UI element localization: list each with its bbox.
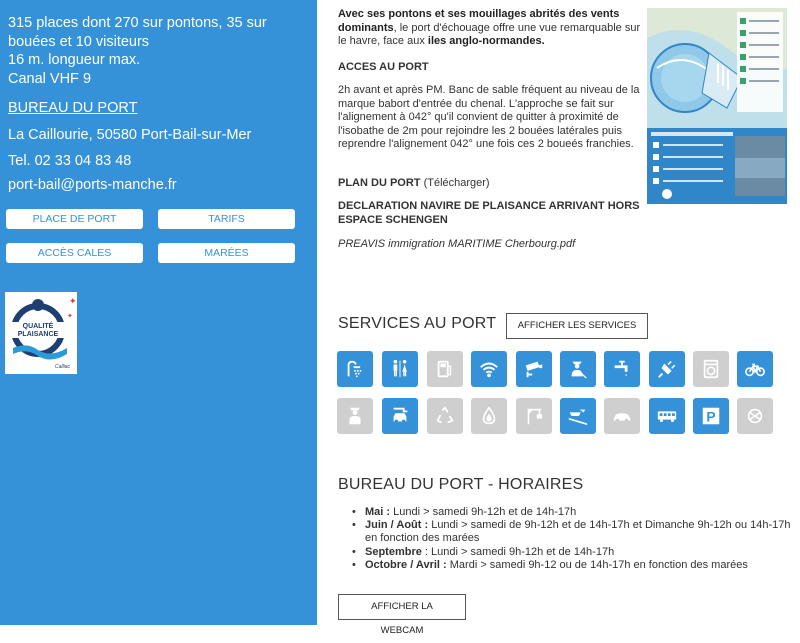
list-item: • Juin / Août : Lundi > samedi de 9h-12h et de 14h-17h et Dimanche 9h-12h ou 14h-17h en fonction des marées — [350, 519, 795, 545]
services-heading: SERVICES AU PORT — [338, 315, 497, 332]
show-webcam-button[interactable]: AFFICHER LA WEBCAM — [338, 594, 466, 620]
customs-icon[interactable] — [337, 398, 373, 434]
vhf-channel-info: Canal VHF 9 — [8, 71, 92, 87]
svg-text:✦: ✦ — [69, 296, 77, 306]
horaires-heading: BUREAU DU PORT - HORAIRES — [338, 476, 584, 493]
address: La Caillourie, 50580 Port-Bail-sur-Mer — [8, 127, 252, 143]
electricity-icon[interactable] — [649, 351, 685, 387]
email[interactable]: port-bail@ports-manche.fr — [8, 177, 177, 193]
max-length-info: 16 m. longueur max. — [8, 52, 141, 68]
list-item: • Septembre : Lundi > samedi 9h-12h et de 14h-17h — [350, 546, 795, 559]
tarifs-button[interactable]: TARIFS — [158, 209, 295, 229]
list-item: • Octobre / Avril : Mardi > samedi 9h-12 ou de 14h-17h en fonction des marées — [350, 559, 795, 572]
acces-au-port-heading: ACCES AU PORT — [338, 61, 429, 73]
bus-icon[interactable] — [649, 398, 685, 434]
main-content — [317, 0, 800, 636]
oil-drop-icon[interactable] — [471, 398, 507, 434]
crane-icon[interactable] — [516, 398, 552, 434]
shower-icon[interactable] — [337, 351, 373, 387]
hours-list — [350, 506, 795, 572]
svg-text:✦: ✦ — [67, 313, 73, 320]
cable-icon[interactable] — [737, 398, 773, 434]
show-services-button[interactable]: AFFICHER LES SERVICES — [506, 313, 648, 339]
place-de-port-button[interactable]: PLACE DE PORT — [6, 209, 143, 229]
bureau-du-port-link[interactable]: BUREAU DU PORT — [8, 100, 138, 116]
plan-download-link[interactable]: (Télécharger) — [423, 177, 490, 189]
harbor-master-icon[interactable] — [560, 351, 596, 387]
washing-machine-icon[interactable] — [693, 351, 729, 387]
wifi-icon[interactable] — [471, 351, 507, 387]
preavis-pdf-link[interactable]: PREAVIS immigration MARITIME Cherbourg.pdf — [338, 238, 576, 250]
port-map-thumbnail[interactable] — [647, 8, 787, 204]
acces-cales-button[interactable]: ACCÈS CALES — [6, 243, 143, 263]
camera-icon[interactable] — [516, 351, 552, 387]
fuel-icon[interactable] — [427, 351, 463, 387]
capacity-info: 315 places dont 270 sur pontons, 35 sur bouées et 10 visiteurs — [8, 15, 267, 50]
slipway-icon[interactable] — [560, 398, 596, 434]
water-tap-icon[interactable] — [604, 351, 640, 387]
svg-text:PLAISANCE: PLAISANCE — [17, 331, 59, 338]
intro-paragraph: Avec ses pontons et ses mouillages abrités des vents dominants, le port d'échouage offre une vue remarquable sur le havre, face aux iles anglo-normandes. — [338, 8, 641, 47]
qualite-plaisance-logo — [5, 292, 77, 374]
car-icon[interactable] — [604, 398, 640, 434]
bicycle-icon[interactable] — [737, 351, 773, 387]
phone[interactable]: Tel. 02 33 04 83 48 — [8, 153, 132, 169]
marees-button[interactable]: MARÉES — [158, 243, 295, 263]
recycling-icon[interactable] — [427, 398, 463, 434]
car-wash-icon[interactable] — [382, 398, 418, 434]
parking-icon[interactable] — [693, 398, 729, 434]
toilets-icon[interactable] — [382, 351, 418, 387]
sidebar — [0, 0, 317, 625]
svg-text:Calliac: Calliac — [55, 364, 71, 370]
svg-text:QUALITÉ: QUALITÉ — [22, 323, 54, 330]
list-item: • Mai : Lundi > samedi 9h-12h et de 14h-17h — [350, 506, 795, 519]
acces-au-port-text: 2h avant et après PM. Banc de sable fréquent au niveau de la marque babort d'entrée du chenal. L'approche se fait sur l'alignement à 042° qu'il convient de quitter à proximité de l'isobathe de 2m pour rejoindre les 2 bouées latérales puis reprendre l'alignement 042° une fois ces 2 boueés franchies. — [338, 84, 640, 150]
declaration-heading: DECLARATION NAVIRE DE PLAISANCE ARRIVANT HORS ESPACE SCHENGEN — [338, 200, 640, 226]
svg-text:P: P — [706, 409, 716, 425]
plan-du-port: PLAN DU PORT (Télécharger) — [338, 177, 490, 189]
